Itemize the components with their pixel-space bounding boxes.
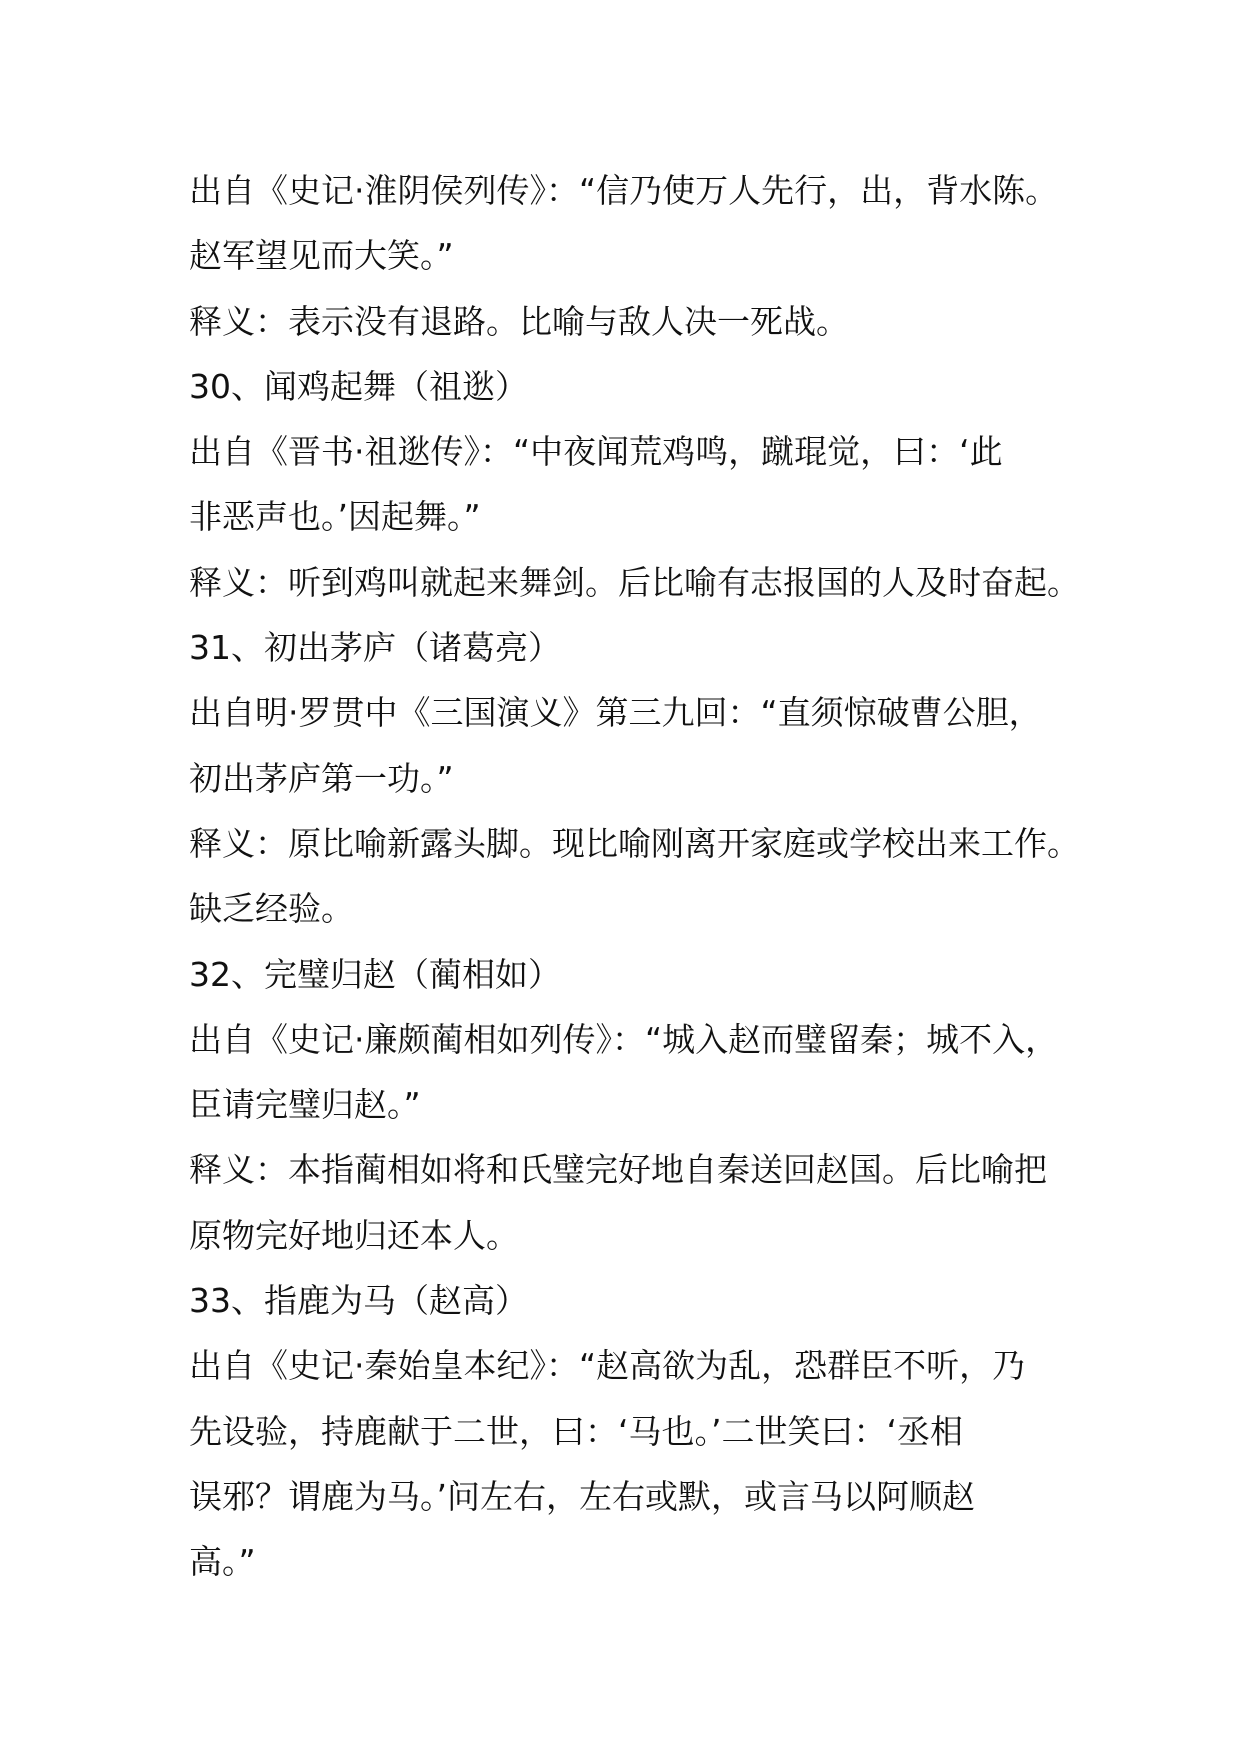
- source-line: 先设验，持鹿献于二世，曰：‘马也。’二世笑曰：‘丞相: [189, 1411, 963, 1451]
- meaning-line: 缺乏经验。: [189, 889, 354, 929]
- source-line: 出自明·罗贯中《三国演义》第三九回：“直须惊破曹公胆，: [189, 693, 1042, 733]
- idiom-heading: 33、指鹿为马（赵高）: [189, 1281, 528, 1321]
- source-line: 出自《史记·秦始皇本纪》：“赵高欲为乱，恐群臣不听，乃: [189, 1346, 1026, 1386]
- source-line: 初出茅庐第一功。”: [189, 758, 454, 798]
- meaning-line: 释义：本指蔺相如将和氏璧完好地自秦送回赵国。后比喻把: [189, 1150, 1047, 1190]
- source-line: 臣请完璧归赵。”: [189, 1085, 421, 1125]
- document-body: [189, 158, 1080, 1595]
- idiom-heading: 32、完璧归赵（蔺相如）: [189, 954, 561, 994]
- meaning-line: 原物完好地归还本人。: [189, 1215, 519, 1255]
- idiom-heading: 30、闻鸡起舞（祖逖）: [189, 366, 528, 406]
- source-line: 高。”: [189, 1542, 256, 1582]
- source-line: 赵军望见而大笑。”: [189, 236, 454, 276]
- idiom-heading: 31、初出茅庐（诸葛亮）: [189, 628, 561, 668]
- meaning-line: 释义：听到鸡叫就起来舞剑。后比喻有志报国的人及时奋起。: [189, 562, 1080, 602]
- meaning-line: 释义：表示没有退路。比喻与敌人决一死战。: [189, 301, 849, 341]
- source-line: 误邪？谓鹿为马。’问左右，左右或默，或言马以阿顺赵: [189, 1476, 975, 1516]
- meaning-line: 释义：原比喻新露头脚。现比喻刚离开家庭或学校出来工作。: [189, 823, 1080, 863]
- source-line: 出自《史记·淮阴侯列传》：“信乃使万人先行，出，背水陈。: [189, 171, 1059, 210]
- source-line: 非恶声也。’因起舞。”: [189, 497, 481, 537]
- source-line: 出自《史记·廉颇蔺相如列传》：“城入赵而璧留秦；城不入，: [189, 1019, 1059, 1059]
- source-line: 出自《晋书·祖逖传》：“中夜闻荒鸡鸣，蹴琨觉，曰：‘此: [189, 432, 1003, 472]
